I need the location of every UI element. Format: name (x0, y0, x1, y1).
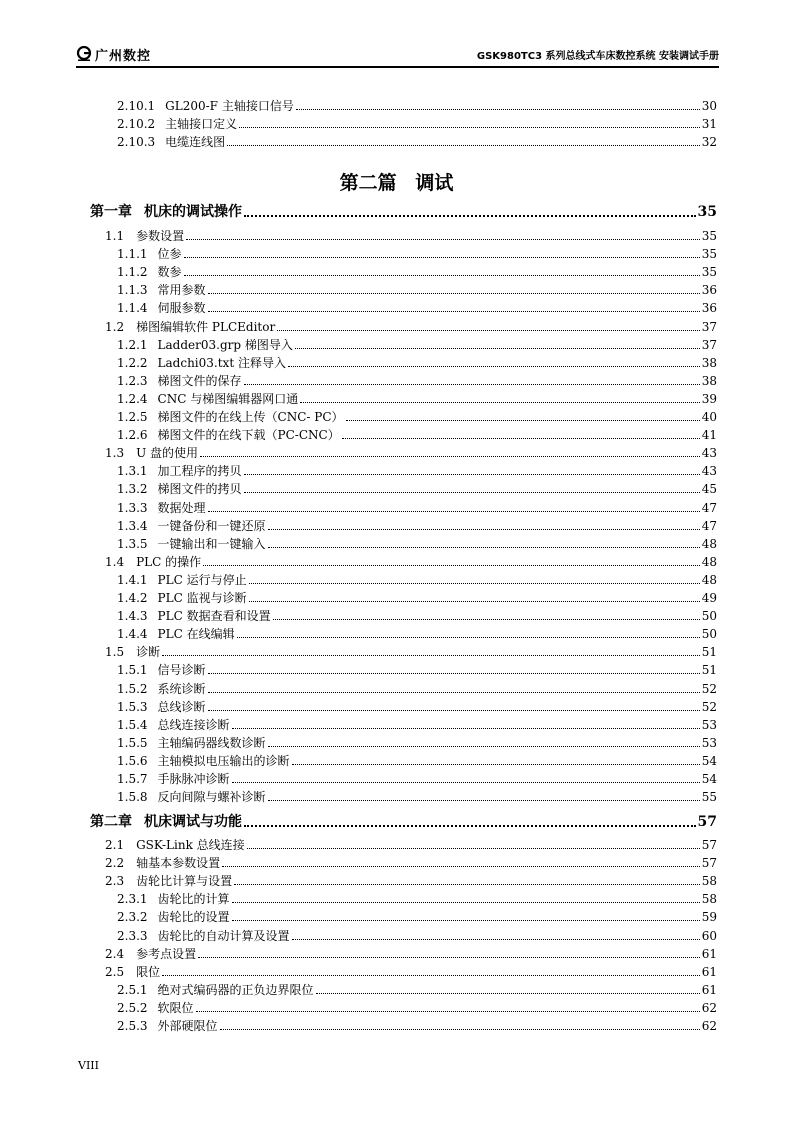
dot-leader (268, 746, 700, 747)
toc-entry[interactable] (105, 641, 717, 659)
toc-entry-title: 一键输出和一键输入 (157, 536, 266, 551)
toc-entry-number: 2.3.2 (117, 910, 148, 925)
toc-entry-number: 1.5.3 (117, 699, 148, 714)
toc-entry-title: 软限位 (157, 1000, 194, 1015)
toc-entry[interactable] (105, 442, 717, 460)
toc-entry-number: 1.5 (105, 645, 125, 660)
toc-entry-page: 47 (701, 518, 717, 533)
dot-leader (277, 330, 700, 331)
toc-entry-page: 38 (701, 373, 717, 388)
toc-entry[interactable] (117, 497, 717, 515)
toc-entry-number: 2.5.2 (117, 1000, 148, 1015)
toc-entry-page: 38 (701, 355, 717, 370)
toc-entry-number: 2.3.1 (117, 892, 148, 907)
toc-entry[interactable] (117, 569, 717, 587)
toc-entry-page: 60 (701, 928, 717, 943)
toc-entry-page: 52 (701, 681, 717, 696)
toc-entry-page: 51 (701, 645, 717, 660)
toc-entry[interactable] (117, 768, 717, 786)
toc-entry[interactable] (117, 352, 717, 370)
toc-entry-title: 齿轮比的计算 (157, 892, 230, 907)
dot-leader (288, 366, 700, 367)
dot-leader (268, 529, 700, 530)
toc-entry-title: 梯图文件的拷贝 (157, 482, 242, 497)
toc-entry-title: 信号诊断 (157, 663, 206, 678)
part-label: 第二篇 (339, 172, 397, 194)
toc-entry-title: PLC 运行与停止 (157, 572, 247, 587)
toc-entry-number: 1.5.7 (117, 772, 148, 786)
dot-leader (295, 348, 700, 349)
toc-entry-page: 31 (701, 117, 717, 131)
toc-entry-number: 1.4.3 (117, 609, 148, 624)
toc-entry-number: 2.5.1 (117, 982, 148, 997)
toc-entry-title: 一键备份和一键还原 (157, 518, 266, 533)
toc-entry-page: 51 (701, 663, 717, 678)
dot-leader (244, 474, 700, 475)
toc-entry-number: 1.3.2 (117, 482, 148, 497)
toc-entry-title: Ladder03.grp 梯图导入 (157, 337, 293, 352)
toc-entry[interactable] (117, 979, 717, 997)
dot-leader (203, 565, 700, 566)
toc-entry-page: 62 (701, 1019, 717, 1033)
dot-leader (208, 692, 700, 693)
toc-entry-number: 1.2.1 (117, 337, 148, 352)
toc-entry[interactable] (105, 852, 717, 870)
toc-entry[interactable] (117, 997, 717, 1015)
logo-text: 广州数控 (95, 48, 152, 64)
toc-entry-page: 35 (697, 204, 717, 220)
toc-chapter-entry[interactable] (90, 810, 717, 830)
toc-entry-number: 2.10.2 (117, 117, 156, 131)
toc-entry[interactable] (117, 113, 717, 131)
toc-entry-title: 梯图文件的保存 (157, 373, 242, 388)
toc-entry[interactable] (117, 587, 717, 605)
toc-entry-title: 电缆连线图 (165, 135, 226, 149)
part-heading (0, 168, 793, 195)
toc-entry[interactable] (117, 659, 717, 677)
dot-leader (342, 438, 700, 439)
dot-leader (292, 764, 700, 765)
toc-entry[interactable] (105, 316, 717, 334)
dot-leader (162, 975, 700, 976)
toc-entry-number: 2.5 (105, 964, 125, 979)
toc-entry-title: U 盘的使用 (136, 446, 199, 461)
dot-leader (232, 728, 700, 729)
toc-entry-title: 主轴模拟电压输出的诊断 (157, 753, 290, 768)
dot-leader (244, 492, 700, 493)
toc-entry-number: 第一章 (90, 204, 132, 220)
toc-entry-page: 61 (701, 946, 717, 961)
toc-entry-number: 2.3.3 (117, 928, 148, 943)
manual-title: GSK980TC3 系列总线式车床数控系统 安装调试手册 (476, 51, 719, 62)
toc-entry-page: 57 (701, 856, 717, 871)
toc-entry-number: 1.2.5 (117, 410, 148, 424)
toc-entry-title: 伺服参数 (157, 301, 206, 316)
dot-leader (208, 511, 700, 512)
toc-entry[interactable] (117, 334, 717, 352)
toc-entry-title: 参考点设置 (136, 946, 197, 961)
toc-entry-page: 35 (701, 247, 717, 262)
toc-entry[interactable] (117, 131, 717, 149)
toc-entry-number: 1.4.2 (117, 591, 148, 605)
toc-entry-title: 参数设置 (136, 229, 185, 243)
toc-entry-title: GSK-Link 总线连接 (136, 838, 245, 852)
toc-entry-title: 诊断 (136, 645, 161, 660)
toc-entry-page: 53 (701, 717, 717, 732)
toc-entry-number: 1.1.2 (117, 265, 148, 280)
toc-entry-page: 48 (701, 536, 717, 551)
toc-entry-number: 1.3 (105, 446, 125, 461)
toc-entry-title: 反向间隙与螺补诊断 (157, 790, 266, 805)
toc-entry-title: 限位 (136, 964, 161, 979)
toc-entry-page: 50 (701, 609, 717, 624)
toc-chapter-entry[interactable] (90, 200, 717, 220)
toc-entry-page: 37 (701, 337, 717, 352)
toc-entry-page: 62 (701, 1000, 717, 1015)
toc-entry-number: 1.2.4 (117, 391, 148, 406)
dot-leader (196, 1011, 700, 1012)
toc-entry[interactable] (117, 623, 717, 641)
toc-entry-number: 1.5.1 (117, 663, 148, 678)
dot-leader (346, 420, 700, 421)
toc-entry-title: 系统诊断 (157, 681, 206, 696)
dot-leader (200, 456, 700, 457)
toc-entry[interactable] (117, 478, 717, 496)
toc-entry-page: 59 (701, 910, 717, 925)
toc-entry[interactable] (117, 388, 717, 406)
toc-entry-number: 2.10.1 (117, 99, 156, 113)
dot-leader (234, 884, 700, 885)
toc-entry-number: 1.5.4 (117, 717, 148, 732)
toc-entry[interactable] (117, 424, 717, 442)
toc-entry-title: 轴基本参数设置 (136, 856, 221, 871)
toc-entry-number: 1.4.4 (117, 627, 148, 642)
toc-entry-title: 梯图编辑软件 PLCEditor (136, 319, 276, 334)
toc-entry[interactable] (117, 515, 717, 533)
toc-entry-title: PLC 监视与诊断 (157, 591, 247, 605)
toc-entry-page: 48 (701, 572, 717, 587)
toc-entry-number: 1.5.8 (117, 790, 148, 805)
toc-entry[interactable] (105, 834, 717, 852)
toc-entry-number: 2.1 (105, 838, 125, 852)
page-header (76, 44, 719, 68)
toc-entry-page: 54 (701, 753, 717, 768)
toc-entry-number: 1.2.3 (117, 373, 148, 388)
toc-entry-title: 手脉脉冲诊断 (157, 772, 230, 786)
toc-entry[interactable] (117, 696, 717, 714)
toc-entry-page: 43 (701, 464, 717, 479)
dot-leader (237, 637, 700, 638)
toc-entry-number: 1.1.4 (117, 301, 148, 316)
toc-entry-page: 36 (701, 283, 717, 298)
toc-entry-title: 数据处理 (157, 500, 206, 515)
toc-entry-page: 41 (701, 428, 717, 443)
dot-leader (222, 866, 700, 867)
toc-entry[interactable] (117, 906, 717, 924)
toc-entry-number: 1.3.3 (117, 500, 148, 515)
page-number: VIII (78, 1059, 99, 1072)
toc-entry-page: 37 (701, 319, 717, 334)
gsk-logo-icon (76, 46, 92, 62)
dot-leader (162, 655, 700, 656)
toc-entry[interactable] (117, 279, 717, 297)
toc-entry-page: 47 (701, 500, 717, 515)
toc-entry-page: 35 (701, 229, 717, 243)
toc-entry[interactable] (105, 551, 717, 569)
toc-entry-title: 总线诊断 (157, 699, 206, 714)
toc-entry-page: 40 (701, 410, 717, 424)
part-name: 调试 (415, 172, 454, 194)
toc-entry-number: 2.10.3 (117, 135, 156, 149)
dot-leader (244, 384, 700, 385)
dot-leader (232, 902, 700, 903)
dot-leader (232, 782, 700, 783)
toc-entry[interactable] (117, 605, 717, 623)
toc-entry-number: 2.3 (105, 874, 125, 889)
toc-entry-number: 1.2.6 (117, 428, 148, 443)
toc-entry[interactable] (105, 225, 717, 243)
toc-entry-title: 齿轮比计算与设置 (136, 874, 233, 889)
toc-entry-title: 常用参数 (157, 283, 206, 298)
toc-entry-number: 1.5.5 (117, 735, 148, 750)
toc-entry-number: 1.5.2 (117, 681, 148, 696)
toc-entry-title: PLC 数据查看和设置 (157, 609, 271, 624)
toc-entry[interactable] (117, 750, 717, 768)
toc-entry-number: 2.2 (105, 856, 125, 871)
dot-leader (268, 800, 700, 801)
toc-entry-title: 主轴接口定义 (165, 117, 238, 131)
toc-entry[interactable] (105, 870, 717, 888)
dot-leader (244, 825, 696, 827)
dot-leader (249, 601, 700, 602)
toc-entry-title: 绝对式编码器的正负边界限位 (157, 982, 314, 997)
toc-entry-page: 35 (701, 265, 717, 280)
dot-leader (208, 311, 700, 312)
toc-entry-page: 39 (701, 391, 717, 406)
toc-entry[interactable] (117, 261, 717, 279)
toc-entry[interactable] (117, 925, 717, 943)
toc-entry-number: 1.3.5 (117, 536, 148, 551)
dot-leader (247, 848, 700, 849)
toc-entry-page: 54 (701, 772, 717, 786)
dot-leader (208, 710, 700, 711)
toc-entry[interactable] (105, 943, 717, 961)
toc-entry-number: 1.1.1 (117, 247, 148, 262)
dot-leader (184, 257, 700, 258)
toc-entry-page: 57 (701, 838, 717, 852)
toc-entry[interactable] (117, 714, 717, 732)
toc-entry-page: 52 (701, 699, 717, 714)
toc-entry-number: 1.1 (105, 229, 125, 243)
brand-logo (76, 45, 151, 63)
toc-entry-title: 梯图文件的在线上传（CNC- PC） (157, 410, 344, 424)
dot-leader (316, 993, 700, 994)
toc-entry-page: 45 (701, 482, 717, 497)
toc-entry-page: 48 (701, 554, 717, 569)
dot-leader (300, 402, 699, 403)
toc-entry-number: 1.5.6 (117, 753, 148, 768)
toc-entry-page: 61 (701, 964, 717, 979)
dot-leader (273, 619, 700, 620)
toc-entry-number: 1.2.2 (117, 355, 148, 370)
toc-entry[interactable] (117, 786, 717, 804)
toc-entry-number: 1.3.4 (117, 518, 148, 533)
dot-leader (186, 239, 700, 240)
dot-leader (244, 215, 696, 217)
toc-entry-title: 齿轮比的自动计算及设置 (157, 928, 290, 943)
toc-entry-page: 61 (701, 982, 717, 997)
toc-entry-title: GL200-F 主轴接口信号 (165, 99, 294, 113)
toc-entry-title: 数参 (157, 265, 182, 280)
toc-entry[interactable] (117, 460, 717, 478)
toc-entry-number: 1.1.3 (117, 283, 148, 298)
toc-entry-title: PLC 在线编辑 (157, 627, 235, 642)
dot-leader (184, 275, 700, 276)
toc-entry[interactable] (117, 533, 717, 551)
toc-entry-number: 2.4 (105, 946, 125, 961)
toc-entry[interactable] (117, 297, 717, 315)
dot-leader (249, 583, 700, 584)
dot-leader (198, 957, 700, 958)
toc-entry-number: 1.2 (105, 319, 125, 334)
toc-entry[interactable] (117, 406, 717, 424)
toc-entry-page: 50 (701, 627, 717, 642)
dot-leader (208, 293, 700, 294)
toc-entry-title: 外部硬限位 (157, 1019, 218, 1033)
toc-entry-page: 57 (697, 814, 717, 830)
toc-entry[interactable] (117, 1015, 717, 1033)
toc-entry-page: 43 (701, 446, 717, 461)
dot-leader (268, 547, 700, 548)
toc-entry-page: 30 (701, 99, 717, 113)
toc-entry-title: 梯图文件的在线下载（PC-CNC） (157, 428, 340, 443)
toc-entry-title: 主轴编码器线数诊断 (157, 735, 266, 750)
toc-entry[interactable] (117, 732, 717, 750)
dot-leader (296, 109, 700, 110)
toc-entry-number: 第二章 (90, 814, 132, 830)
toc-entry-title: 机床的调试操作 (144, 204, 242, 220)
toc-entry[interactable] (117, 243, 717, 261)
toc-entry-title: PLC 的操作 (136, 554, 202, 569)
toc-entry-number: 2.5.3 (117, 1019, 148, 1033)
toc-entry-title: 齿轮比的设置 (157, 910, 230, 925)
toc-entry-number: 1.3.1 (117, 464, 148, 479)
toc-entry[interactable] (117, 888, 717, 906)
toc-entry[interactable] (105, 961, 717, 979)
toc-entry-page: 55 (701, 790, 717, 805)
dot-leader (232, 920, 700, 921)
dot-leader (239, 127, 700, 128)
toc-entry-page: 53 (701, 735, 717, 750)
toc-entry-title: 加工程序的拷贝 (157, 464, 242, 479)
toc-entry-page: 58 (701, 892, 717, 907)
toc-entry-number: 1.4.1 (117, 572, 148, 587)
toc-entry-title: Ladchi03.txt 注释导入 (157, 355, 286, 370)
toc-entry-page: 36 (701, 301, 717, 316)
toc-entry[interactable] (117, 678, 717, 696)
toc-entry[interactable] (117, 95, 717, 113)
toc-entry-page: 49 (701, 591, 717, 605)
dot-leader (292, 939, 700, 940)
toc-entry-title: 位参 (157, 247, 182, 262)
dot-leader (208, 673, 700, 674)
dot-leader (220, 1029, 700, 1030)
toc-entry-page: 32 (701, 135, 717, 149)
toc-entry-number: 1.4 (105, 554, 125, 569)
toc-entry-title: 机床调试与功能 (144, 814, 242, 830)
toc-entry[interactable] (117, 370, 717, 388)
toc-entry-title: CNC 与梯图编辑器网口通 (157, 391, 299, 406)
dot-leader (227, 145, 700, 146)
toc-entry-page: 58 (701, 874, 717, 889)
toc-entry-title: 总线连接诊断 (157, 717, 230, 732)
